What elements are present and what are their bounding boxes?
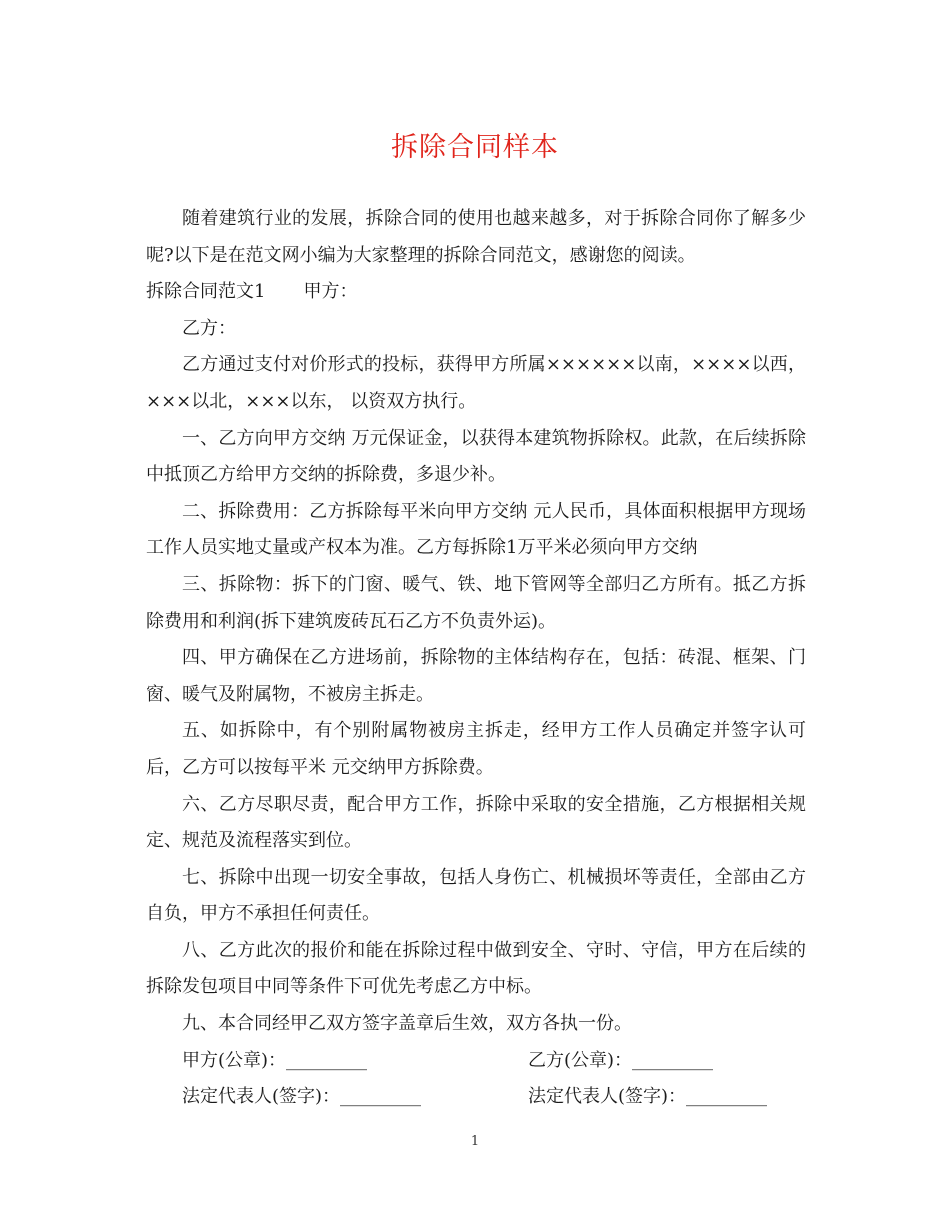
clause-3: 三、拆除物：拆下的门窗、暖气、铁、地下管网等全部归乙方所有。抵乙方拆除费用和利润(拆下建筑废砖瓦石乙方不负责外运)。 bbox=[146, 573, 806, 632]
party-b-representative-field: 法定代表人(签字)：_________ bbox=[528, 1086, 768, 1108]
sample-heading-row bbox=[146, 274, 806, 311]
party-b-seal-field: 乙方(公章)：_________ bbox=[528, 1049, 714, 1071]
party-a-seal-field: 甲方(公章)：_________ bbox=[182, 1049, 368, 1071]
clause-8: 八、乙方此次的报价和能在拆除过程中做到安全、守时、守信，甲方在后续的拆除发包项目中同等条件下可优先考虑乙方中标。 bbox=[146, 939, 806, 998]
clause-5: 五、如拆除中，有个别附属物被房主拆走，经甲方工作人员确定并签字认可后，乙方可以按每平米 元交纳甲方拆除费。 bbox=[146, 720, 806, 778]
intro-paragraph: 随着建筑行业的发展，拆除合同的使用也越来越多，对于拆除合同你了解多少呢?以下是在范文网小编为大家整理的拆除合同范文，感谢您的阅读。 bbox=[146, 208, 806, 266]
preamble-paragraph: 乙方通过支付对价形式的投标，获得甲方所属××××××以南，××××以西，×××以北，×××以东， 以资双方执行。 bbox=[146, 354, 806, 412]
clause-4: 四、甲方确保在乙方进场前，拆除物的主体结构存在，包括：砖混、框架、门窗、暖气及附属物，不被房主拆走。 bbox=[146, 647, 806, 705]
party-a-representative-field: 法定代表人(签字)：_________ bbox=[182, 1086, 422, 1108]
sample-heading: 拆除合同范文1 bbox=[146, 281, 266, 303]
page-number: 1 bbox=[470, 1134, 480, 1149]
party-b-label: 乙方： bbox=[182, 317, 236, 339]
document-title: 拆除合同样本 bbox=[391, 132, 559, 163]
clause-1: 一、乙方向甲方交纳 万元保证金，以获得本建筑物拆除权。此款，在后续拆除中抵顶乙方给甲方交纳的拆除费，多退少补。 bbox=[146, 427, 806, 486]
clause-9: 九、本合同经甲乙双方签字盖章后生效，双方各执一份。 bbox=[182, 1013, 632, 1035]
seal-signature-row bbox=[146, 1043, 806, 1080]
clause-2: 二、拆除费用：乙方拆除每平米向甲方交纳 元人民币，具体面积根据甲方现场工作人员实地丈量或产权本为准。乙方每拆除1万平米必须向甲方交纳 bbox=[146, 500, 806, 559]
clause-6: 六、乙方尽职尽责，配合甲方工作，拆除中采取的安全措施，乙方根据相关规定、规范及流程落实到位。 bbox=[146, 793, 806, 852]
representative-signature-row bbox=[146, 1079, 806, 1116]
party-a-label: 甲方： bbox=[303, 281, 358, 303]
document-body bbox=[146, 201, 806, 1116]
clause-7: 七、拆除中出现一切安全事故，包括人身伤亡、机械损坏等责任，全部由乙方自负，甲方不承担任何责任。 bbox=[146, 866, 806, 925]
